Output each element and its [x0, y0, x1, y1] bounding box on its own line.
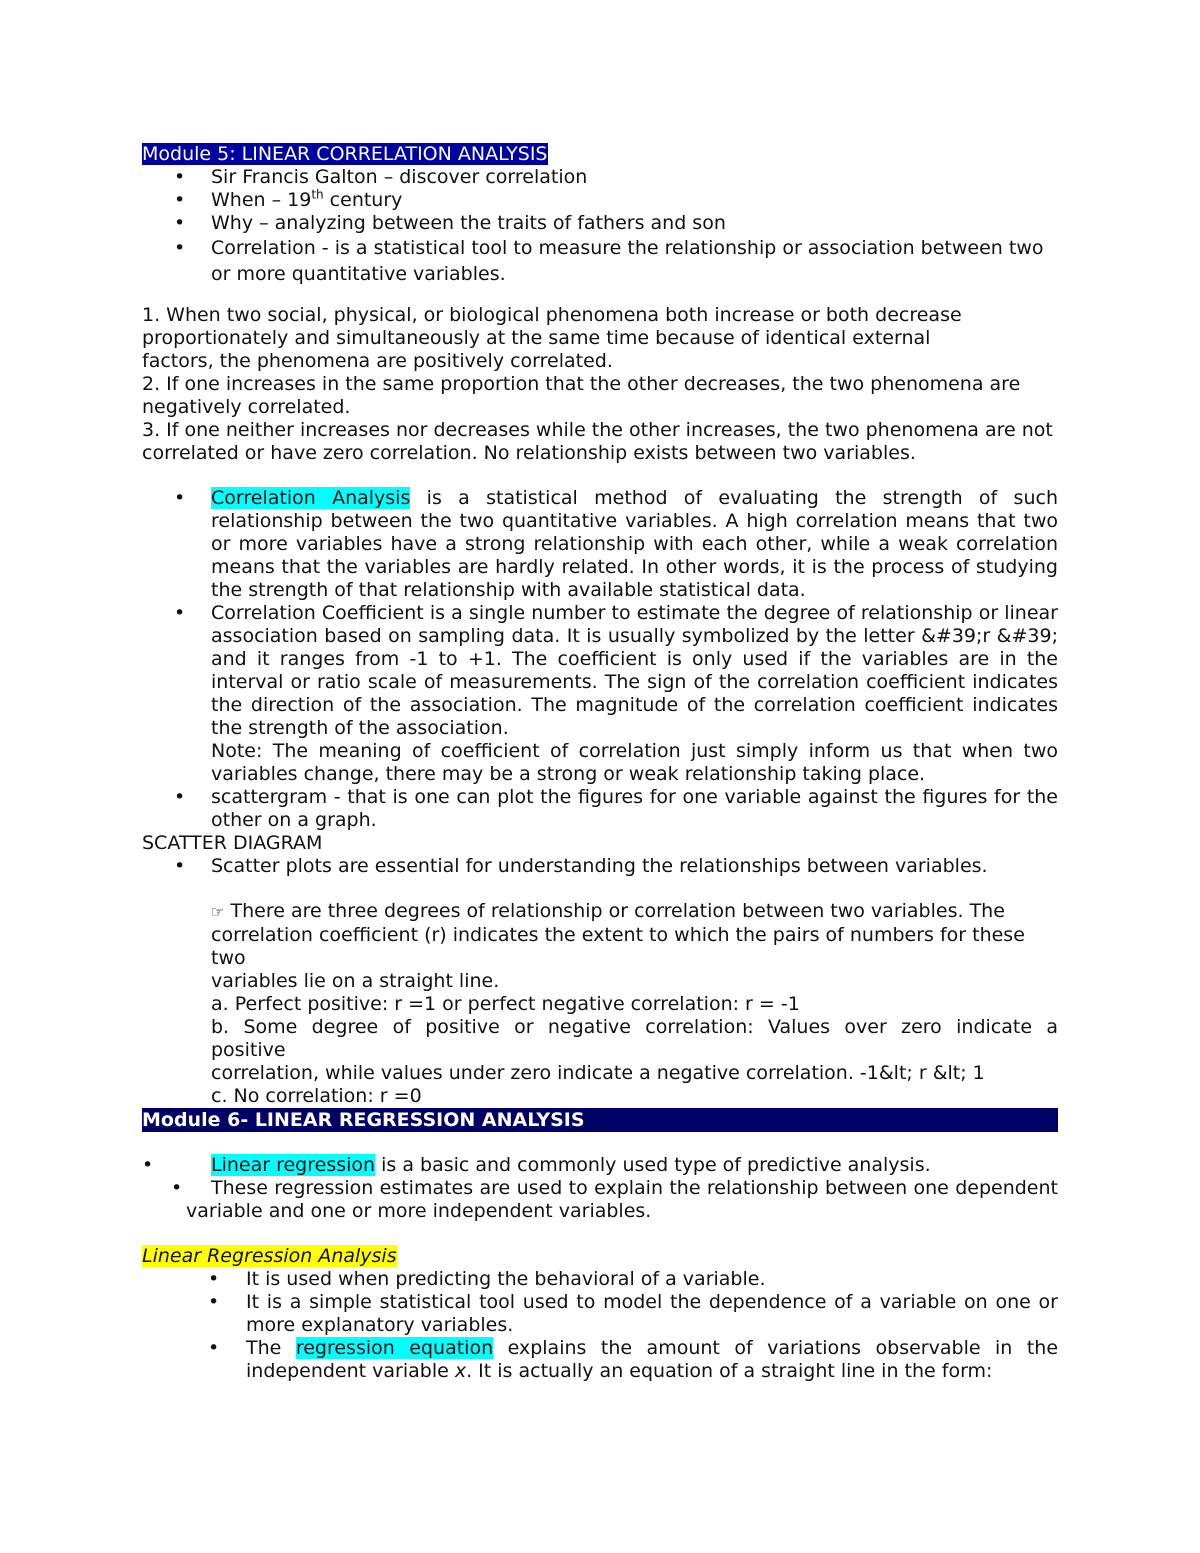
- list-item: • Scatter plots are essential for understanding the relationships between variables.: [142, 855, 1058, 878]
- scatter-bullet-list: [142, 855, 1058, 878]
- numbered-paragraph-1-line-1: 1. When two social, physical, or biological phenomena both increase or both decrease: [142, 304, 962, 326]
- lra-bullet-list: [142, 1268, 1058, 1383]
- list-item: [142, 1154, 1058, 1177]
- degrees-line-4: variables lie on a straight line.: [211, 970, 500, 992]
- module5-title: [142, 143, 1058, 166]
- numbered-paragraph-1-line-3: factors, the phenomena are positively correlated.: [142, 350, 613, 372]
- spacer: [142, 465, 1058, 487]
- spacer: [142, 287, 1058, 304]
- degree-b-line-2: positive: [211, 1039, 286, 1061]
- list-item: • scattergram - that is one can plot the figures for one variable against the figures for the other on a graph.: [142, 786, 1058, 832]
- list-item: [142, 1337, 1058, 1383]
- list-item-text: . It is actually an equation of a straight line in the form:: [466, 1360, 993, 1382]
- document-body: [142, 143, 1058, 1383]
- list-item: • Why – analyzing between the traits of fathers and son: [142, 212, 1058, 235]
- list-item: • Sir Francis Galton – discover correlation: [142, 166, 1058, 189]
- list-item: [142, 487, 1058, 602]
- degrees-text: There are three degrees of relationship or correlation between two variables. The: [224, 900, 1005, 922]
- list-item-text: is a basic and commonly used type of predictive analysis.: [375, 1154, 931, 1176]
- degrees-block: [142, 900, 1058, 1108]
- list-item: [142, 602, 1058, 786]
- list-item: • Correlation - is a statistical tool to measure the relationship or association between two or more quantitative variables.: [142, 235, 1058, 287]
- lra-heading-text: Linear Regression Analysis: [142, 1245, 397, 1267]
- degrees-line-1: [211, 900, 1058, 924]
- spacer: [142, 1132, 1058, 1154]
- degree-c: c. No correlation: r =0: [211, 1085, 422, 1107]
- list-item-text: explains the amount of variations observable in the independent variable: [246, 1337, 1059, 1382]
- list-item-text: Correlation Coefficient is a single number to estimate the degree of relationship or linear association based on sampling data. It is usually symbolized by the letter &#39;r &#39; and it ranges from -1 to +1. The coefficient is only used if the variables are in the interval or ratio scale of measurements. The sign of the correlation coefficient indicates the direction of the association. The magnitude of the correlation coefficient indicates the strength of the association.: [211, 602, 1058, 739]
- correlation-bullet-list: [142, 487, 1058, 832]
- variable-x: x: [454, 1360, 467, 1382]
- lra-heading: [142, 1245, 1058, 1268]
- superscript: th: [311, 187, 324, 202]
- list-item-text: These regression estimates are used to explain the relationship between one dependent variable and one or more independent variables.: [186, 1177, 1058, 1222]
- spacer: [142, 878, 1058, 900]
- list-item: • It is used when predicting the behavioral of a variable.: [142, 1268, 1058, 1291]
- module6-title: Module 6- LINEAR REGRESSION ANALYSIS: [142, 1108, 1058, 1132]
- correlation-analysis-term: Correlation Analysis: [211, 487, 411, 509]
- list-item-text: The: [246, 1337, 296, 1359]
- degree-b-line-1: b. Some degree of positive or negative correlation: Values over zero indicate a: [211, 1016, 1058, 1038]
- degree-a: a. Perfect positive: r =1 or perfect negative correlation: r = -1: [211, 993, 800, 1015]
- pointing-hand-icon: ☞: [211, 903, 225, 921]
- list-item: [142, 189, 1058, 212]
- regression-bullet-list: [142, 1154, 1058, 1223]
- list-item-text: century: [323, 189, 403, 211]
- module5-title-text: Module 5: LINEAR CORRELATION ANALYSIS: [142, 143, 548, 165]
- numbered-paragraph-3: 3. If one neither increases nor decreases while the other increases, the two phenomena are not correlated or have zero correlation. No relationship exists between two variables.: [142, 419, 1053, 464]
- numbered-paragraph-2: 2. If one increases in the same proportion that the other decreases, the two phenomena are negatively correlated.: [142, 373, 1021, 418]
- linear-regression-term: Linear regression: [211, 1154, 376, 1176]
- degree-b-line-3: correlation, while values under zero indicate a negative correlation. -1&lt; r &lt; 1: [211, 1062, 985, 1084]
- spacer: [142, 1223, 1058, 1245]
- numbered-paragraph-1-line-2: proportionately and simultaneously at the same time because of identical external: [142, 327, 931, 349]
- degrees-line-2: correlation coefficient (r) indicates the extent to which the pairs of numbers for these: [211, 924, 1025, 946]
- intro-bullet-list: [142, 166, 1058, 287]
- scatter-diagram-heading: SCATTER DIAGRAM: [142, 832, 323, 854]
- list-item: [142, 1177, 1058, 1223]
- list-item: • It is a simple statistical tool used to model the dependence of a variable on one or more explanatory variables.: [142, 1291, 1058, 1337]
- degrees-line-3: two: [211, 947, 246, 969]
- list-item-text: When – 19: [211, 189, 312, 211]
- regression-equation-term: regression equation: [295, 1337, 494, 1359]
- note-text: Note: The meaning of coefficient of correlation just simply inform us that when two variables change, there may be a strong or weak relationship taking place.: [211, 740, 1058, 785]
- list-item-text: is a statistical method of evaluating the strength of such relationship between the two quantitative variables. A high correlation means that two or more variables have a strong relationship with each other, while a weak correlation means that the variables are hardly related. In other words, it is the process of studying the strength of that relationship with available statistical data.: [211, 487, 1058, 601]
